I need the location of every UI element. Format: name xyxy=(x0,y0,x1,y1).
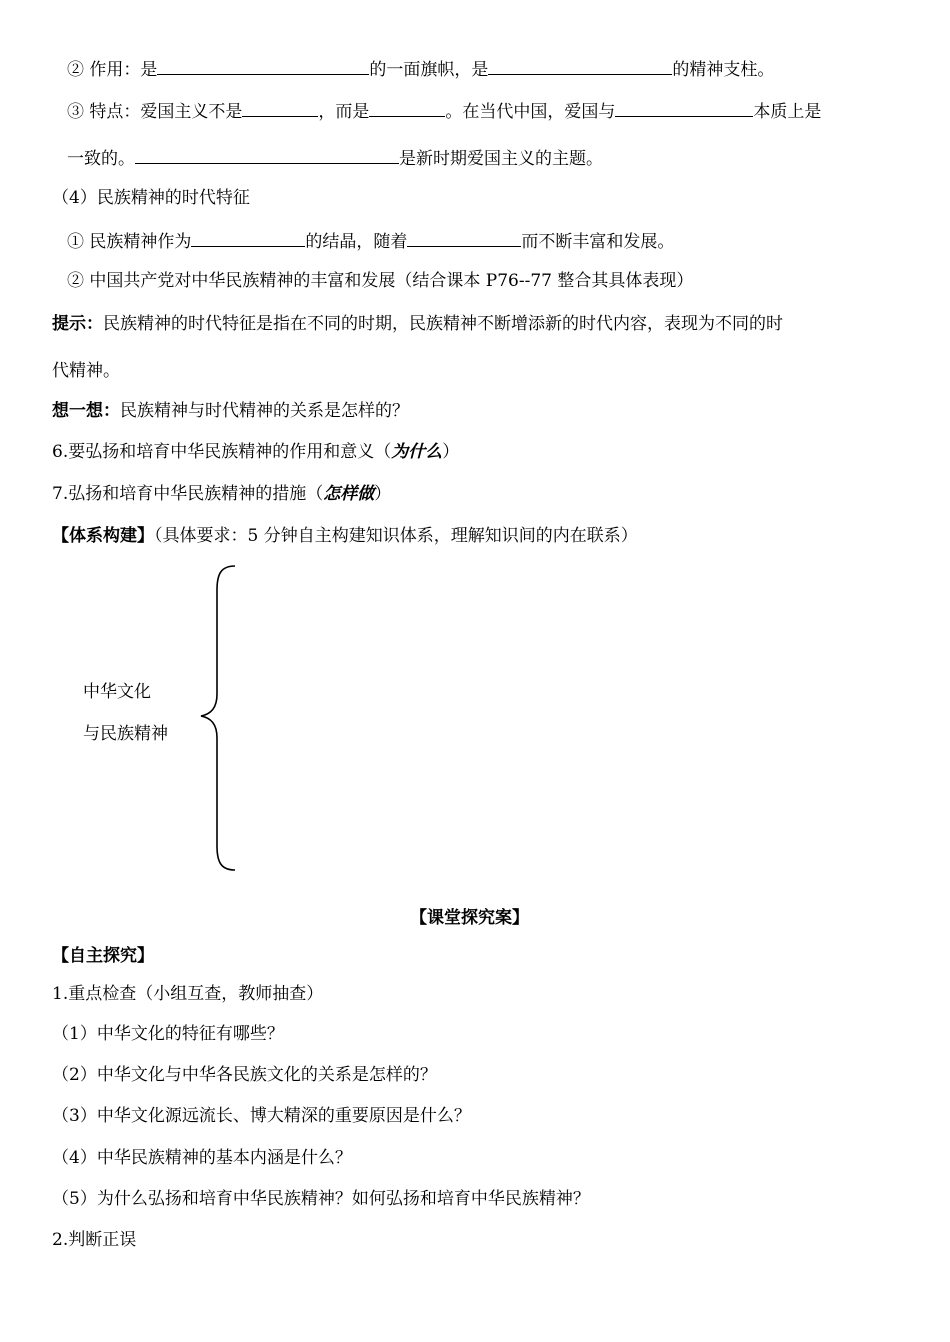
key-check: 1.重点检查（小组互查，教师抽查） xyxy=(52,984,324,1004)
list-item: （1）中华文化的特征有哪些？ xyxy=(52,1024,284,1044)
self-explore-heading: 【自主探究】 xyxy=(52,946,154,966)
tip-cont: 代精神。 xyxy=(52,361,120,381)
blank-field[interactable] xyxy=(369,98,445,117)
curly-brace xyxy=(195,564,245,874)
blank-field[interactable] xyxy=(615,98,753,117)
list-item: （5）为什么弘扬和培育中华民族精神？如何弘扬和培育中华民族精神？ xyxy=(52,1189,590,1209)
section-title: 【课堂探究案】 xyxy=(410,908,529,928)
role-line: ② 作用：是 的一面旗帜，是 的精神支柱。 xyxy=(67,56,774,82)
blank-field[interactable] xyxy=(157,56,369,75)
diagram-root-label-1: 中华文化 xyxy=(83,682,151,702)
party-line: ② 中国共产党对中华民族精神的丰富和发展（结合课本 P76--77 整合其具体表现） xyxy=(67,271,694,291)
question-6: 6.要弘扬和培育中华民族精神的作用和意义（为什么） xyxy=(52,442,460,462)
blank-field[interactable] xyxy=(242,98,318,117)
feature-line-cont: 一致的。 是新时期爱国主义的主题。 xyxy=(67,145,603,171)
blank-field[interactable] xyxy=(135,145,399,164)
system-build: 【体系构建】（具体要求：5 分钟自主构建知识体系，理解知识间的内在联系） xyxy=(52,526,638,546)
tip: 提示：民族精神的时代特征是指在不同的时期，民族精神不断增添新的时代内容，表现为不同的时 xyxy=(52,314,783,334)
blank-field[interactable] xyxy=(191,228,305,247)
era-line: ① 民族精神作为 的结晶，随着 而不断丰富和发展。 xyxy=(67,228,674,254)
question-7: 7.弘扬和培育中华民族精神的措施（怎样做） xyxy=(52,484,392,504)
list-item: （3）中华文化源远流长、博大精深的重要原因是什么？ xyxy=(52,1106,471,1126)
feature-line: ③ 特点：爱国主义不是 ，而是 。在当代中国，爱国与 本质上是 xyxy=(67,98,821,124)
diagram-root-label-2: 与民族精神 xyxy=(83,724,168,744)
list-item: （4）中华民族精神的基本内涵是什么？ xyxy=(52,1148,352,1168)
subheading-era-features: （4）民族精神的时代特征 xyxy=(52,188,250,208)
think: 想一想：民族精神与时代精神的关系是怎样的？ xyxy=(52,401,409,421)
list-item: （2）中华文化与中华各民族文化的关系是怎样的？ xyxy=(52,1065,437,1085)
judge-heading: 2.判断正误 xyxy=(52,1230,137,1250)
blank-field[interactable] xyxy=(488,56,672,75)
blank-field[interactable] xyxy=(407,228,521,247)
